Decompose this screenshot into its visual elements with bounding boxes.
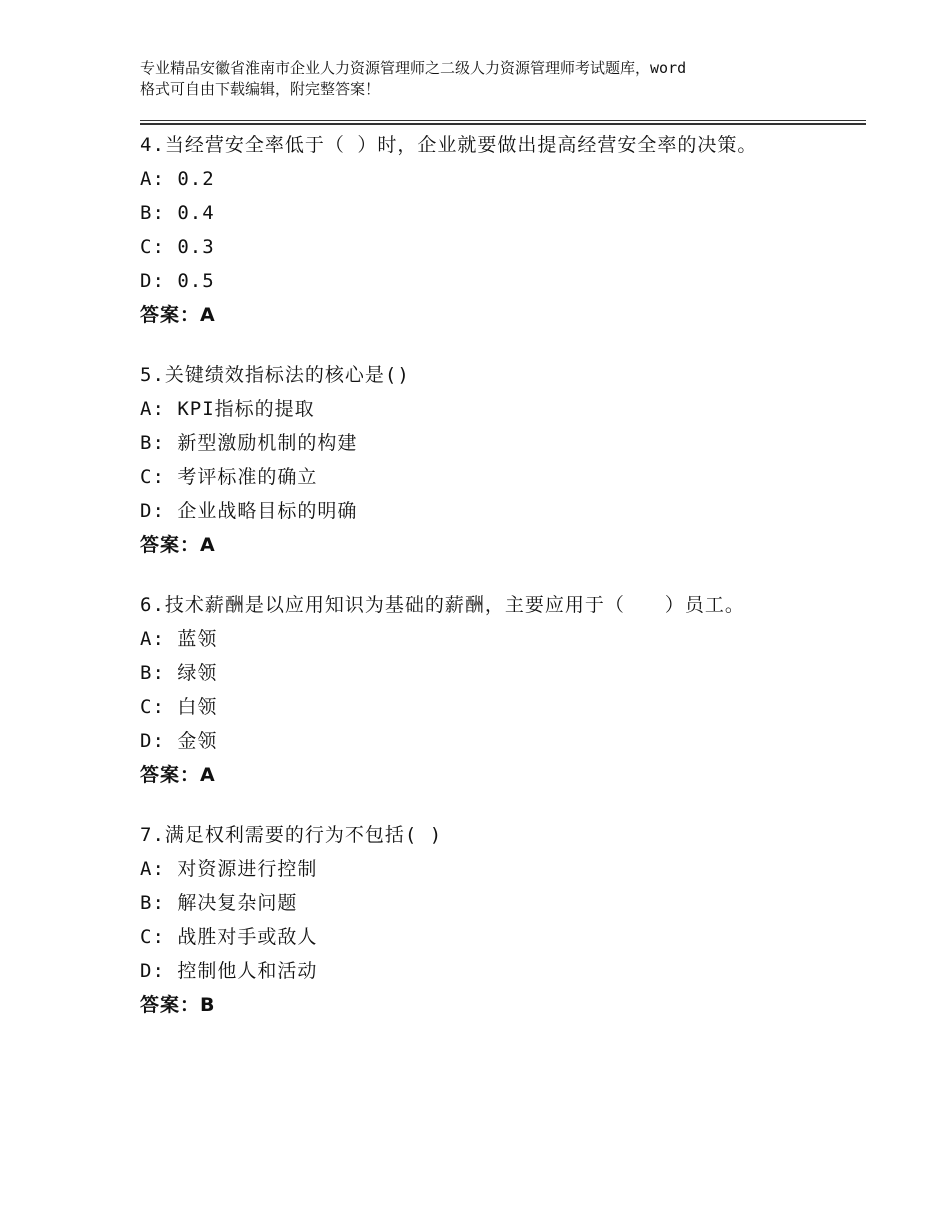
option-d: D: 企业战略目标的明确: [140, 500, 358, 522]
document-header: 专业精品安徽省淮南市企业人力资源管理师之二级人力资源管理师考试题库，word 格式可自由下载编辑，附完整答案！: [140, 59, 687, 98]
option-a: A: 对资源进行控制: [140, 858, 318, 880]
question-5: [140, 358, 866, 562]
option-d: D: 金领: [140, 730, 218, 752]
answer-label: 答案：A: [140, 764, 216, 786]
question-4: [140, 128, 866, 332]
answer-label: 答案：A: [140, 534, 216, 556]
option-b: B: 解决复杂问题: [140, 892, 298, 914]
header-rule-thick: [140, 123, 866, 125]
option-d: D: 控制他人和活动: [140, 960, 318, 982]
option-a: A: KPI指标的提取: [140, 398, 315, 420]
question-stem: 6.技术薪酬是以应用知识为基础的薪酬，主要应用于（ ）员工。: [140, 594, 745, 616]
option-c: C: 0.3: [140, 236, 215, 258]
option-c: C: 考评标准的确立: [140, 466, 318, 488]
option-b: B: 0.4: [140, 202, 215, 224]
header-rule-thin: [140, 120, 866, 121]
option-b: B: 新型激励机制的构建: [140, 432, 358, 454]
question-list: [140, 128, 866, 1048]
question-7: [140, 818, 866, 1022]
question-stem: 5.关键绩效指标法的核心是(): [140, 364, 410, 386]
question-stem: 7.满足权利需要的行为不包括( ): [140, 824, 443, 846]
question-6: [140, 588, 866, 792]
option-c: C: 战胜对手或敌人: [140, 926, 318, 948]
option-b: B: 绿领: [140, 662, 218, 684]
option-d: D: 0.5: [140, 270, 215, 292]
option-c: C: 白领: [140, 696, 218, 718]
answer-label: 答案：B: [140, 994, 216, 1016]
option-a: A: 蓝领: [140, 628, 218, 650]
question-stem: 4.当经营安全率低于（ ）时，企业就要做出提高经营安全率的决策。: [140, 134, 758, 156]
answer-label: 答案：A: [140, 304, 216, 326]
option-a: A: 0.2: [140, 168, 215, 190]
